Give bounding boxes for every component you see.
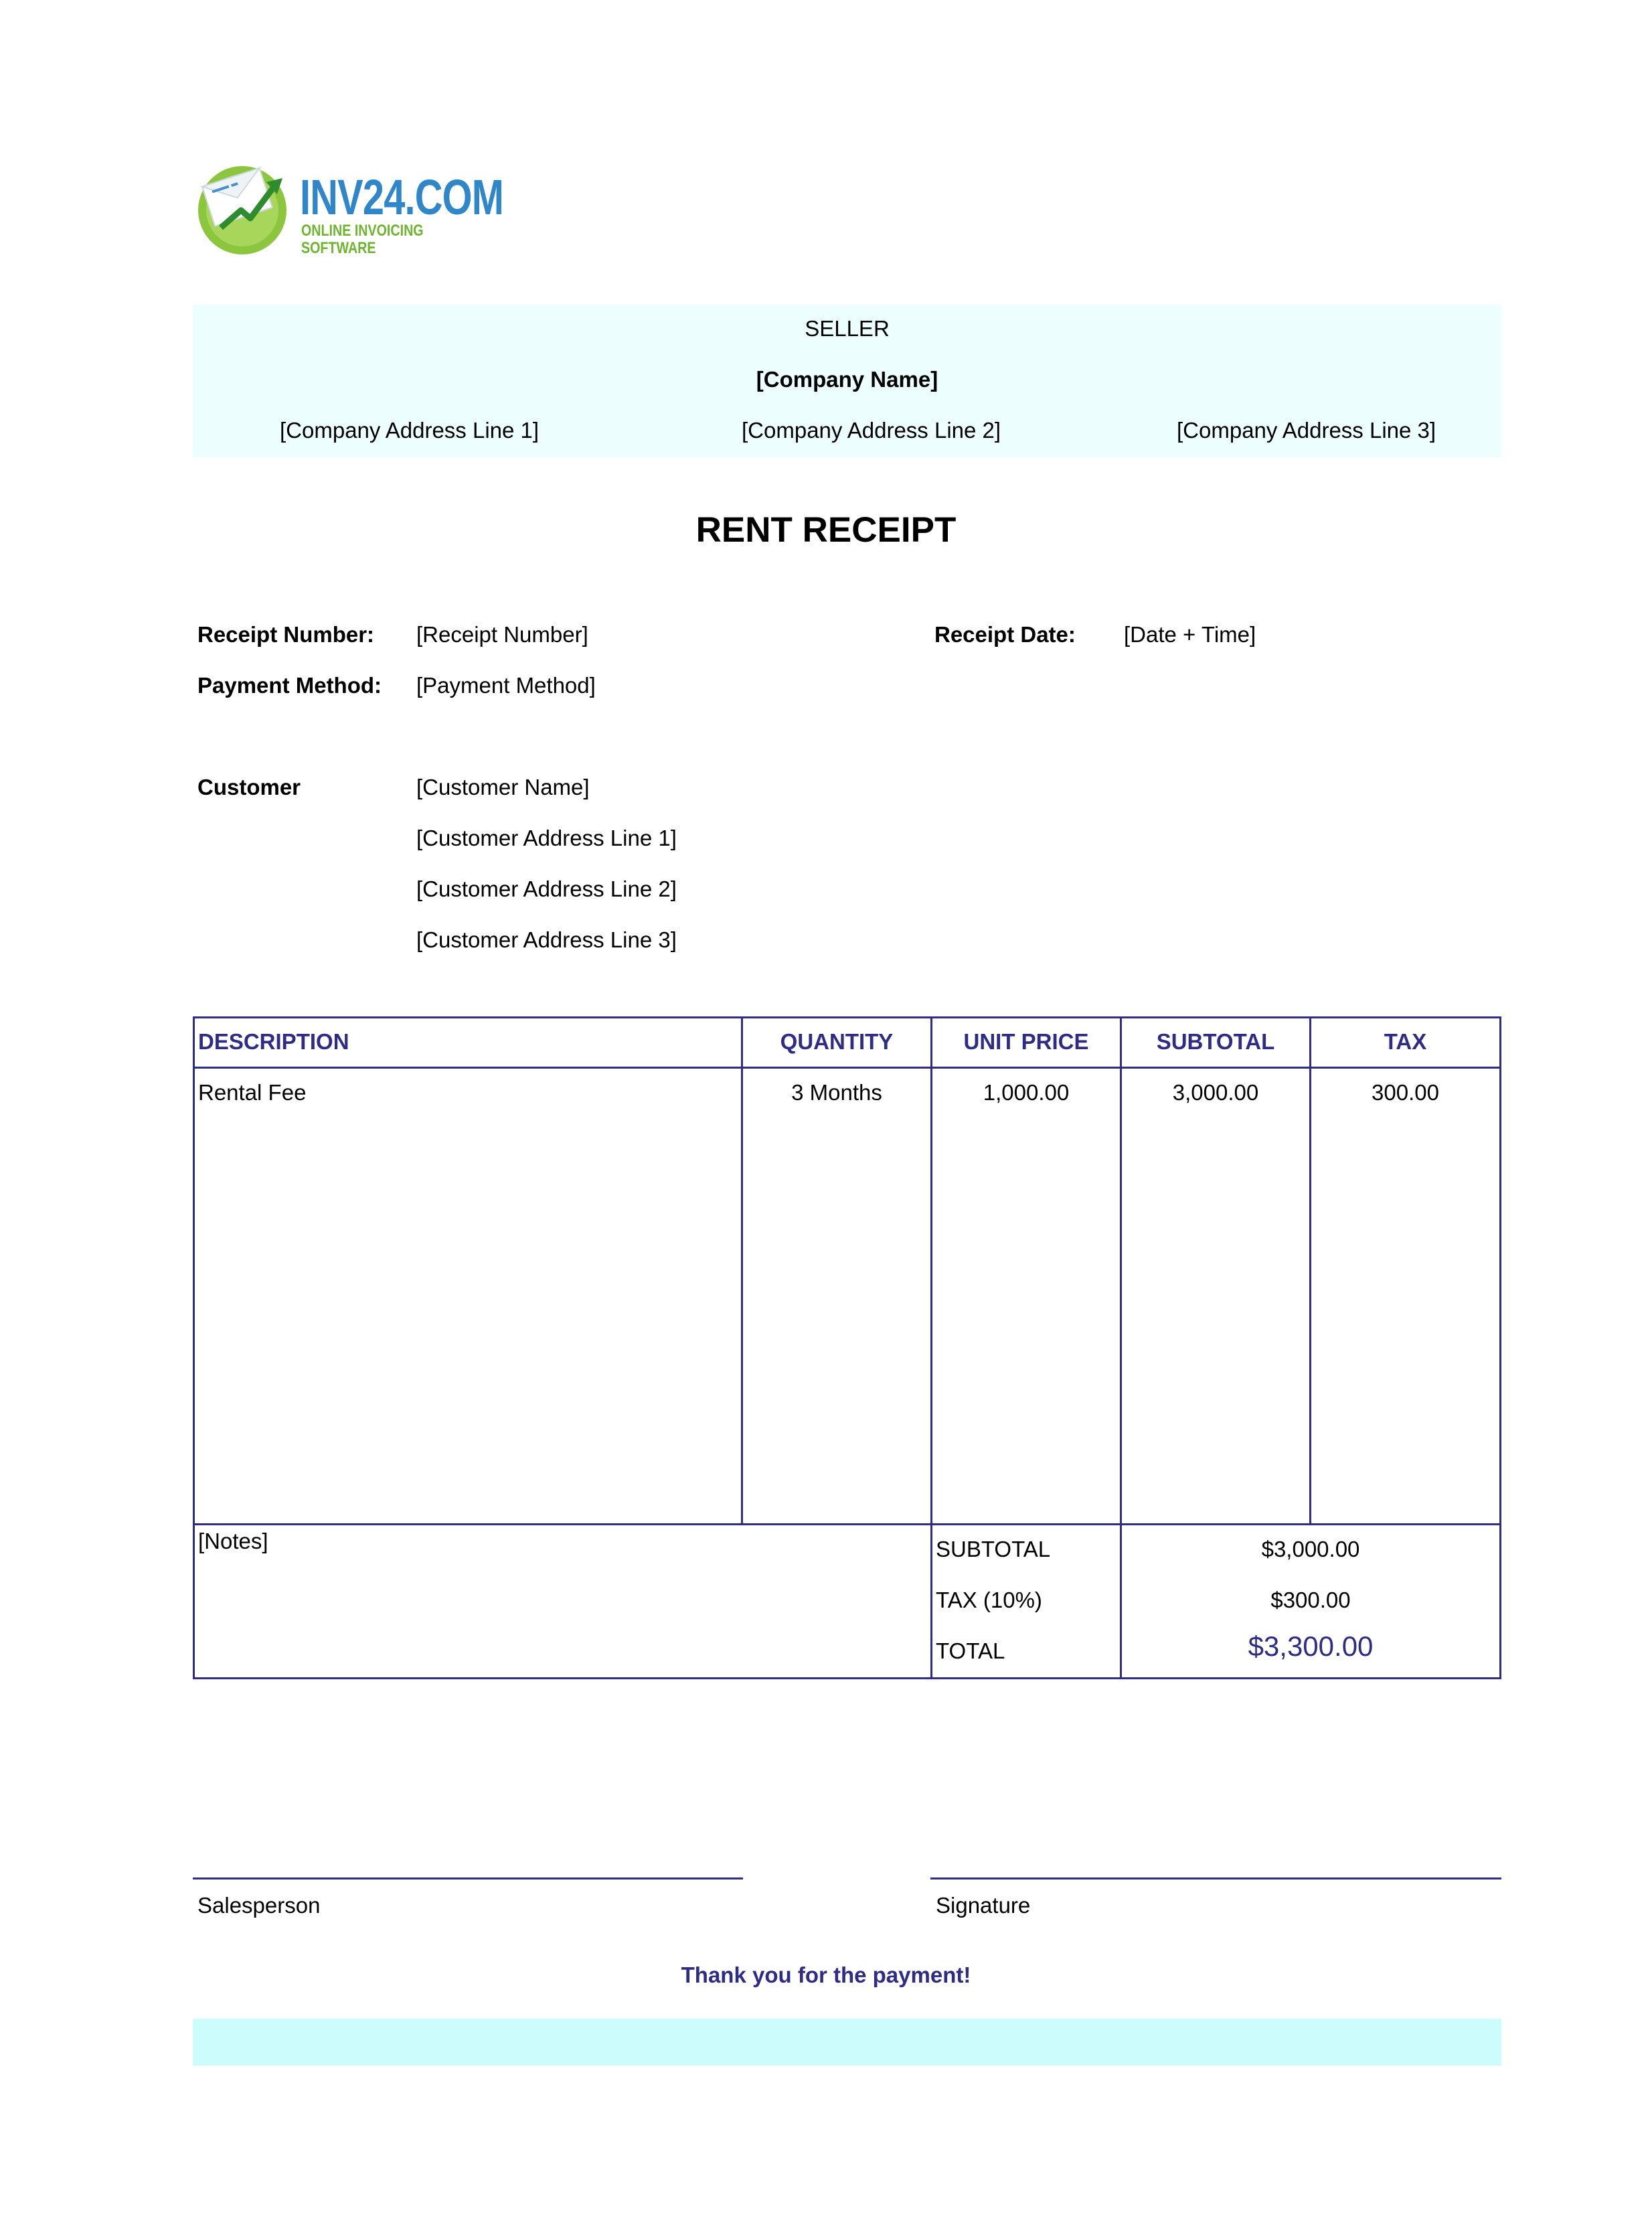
footer-band <box>193 2019 1501 2066</box>
customer-label: Customer <box>197 775 301 799</box>
invoice-chart-icon <box>194 155 295 256</box>
customer-address-line-3: [Customer Address Line 3] <box>416 927 677 952</box>
table-border-left <box>193 1016 195 1679</box>
receipt-number-label: Receipt Number: <box>197 622 375 647</box>
logo-tagline: ONLINE INVOICING SOFTWARE <box>301 222 424 257</box>
notes: [Notes] <box>198 1529 268 1553</box>
column-divider-3 <box>1120 1016 1122 1679</box>
salesperson-signature-line <box>193 1877 743 1879</box>
row-subtotal: 3,000.00 <box>1172 1080 1259 1105</box>
logo-brand-text: INV24.COM <box>300 169 504 225</box>
table-border-right <box>1499 1016 1501 1679</box>
row-unit-price: 1,000.00 <box>983 1080 1070 1105</box>
signature-label: Signature <box>936 1893 1031 1918</box>
totals-total-label: TOTAL <box>936 1638 1005 1663</box>
seller-heading: SELLER <box>805 316 890 341</box>
customer-address-line-2: [Customer Address Line 2] <box>416 876 677 901</box>
header-tax: TAX <box>1384 1029 1427 1054</box>
row-quantity: 3 Months <box>791 1080 882 1105</box>
header-description: DESCRIPTION <box>198 1029 349 1054</box>
seller-address-line-1: [Company Address Line 1] <box>280 418 540 443</box>
receipt-date-value: [Date + Time] <box>1124 622 1256 647</box>
customer-address-line-1: [Customer Address Line 1] <box>416 826 677 850</box>
seller-company-name: [Company Name] <box>756 367 938 392</box>
customer-name: [Customer Name] <box>416 775 590 799</box>
seller-address-line-3: [Company Address Line 3] <box>1177 418 1436 443</box>
table-header-divider <box>193 1067 1501 1069</box>
header-quantity: QUANTITY <box>780 1029 894 1054</box>
table-body-divider <box>193 1523 1501 1525</box>
items-table <box>193 1016 1501 1679</box>
column-divider-2 <box>930 1016 932 1679</box>
page-title: RENT RECEIPT <box>695 510 957 550</box>
receipt-date-label: Receipt Date: <box>934 622 1076 647</box>
thank-you-message: Thank you for the payment! <box>681 1963 971 1987</box>
seller-block <box>193 305 1501 457</box>
header-unit-price: UNIT PRICE <box>963 1029 1089 1054</box>
receipt-number-value: [Receipt Number] <box>416 622 588 647</box>
row-tax: 300.00 <box>1372 1080 1439 1105</box>
table-border-top <box>193 1016 1501 1018</box>
seller-address-line-2: [Company Address Line 2] <box>742 418 1001 443</box>
totals-tax-value: $300.00 <box>1270 1588 1351 1612</box>
customer-signature-line <box>930 1877 1501 1879</box>
payment-method-value: [Payment Method] <box>416 673 596 698</box>
salesperson-label: Salesperson <box>197 1893 321 1918</box>
header-subtotal: SUBTOTAL <box>1156 1029 1275 1054</box>
payment-method-label: Payment Method: <box>197 673 382 698</box>
totals-tax-label: TAX (10%) <box>936 1588 1042 1612</box>
totals-subtotal-value: $3,000.00 <box>1261 1537 1360 1561</box>
company-logo <box>194 155 502 256</box>
totals-total-value: $3,300.00 <box>1248 1630 1374 1662</box>
table-border-bottom <box>193 1677 1501 1679</box>
totals-subtotal-label: SUBTOTAL <box>936 1537 1051 1561</box>
row-description: Rental Fee <box>198 1080 307 1105</box>
